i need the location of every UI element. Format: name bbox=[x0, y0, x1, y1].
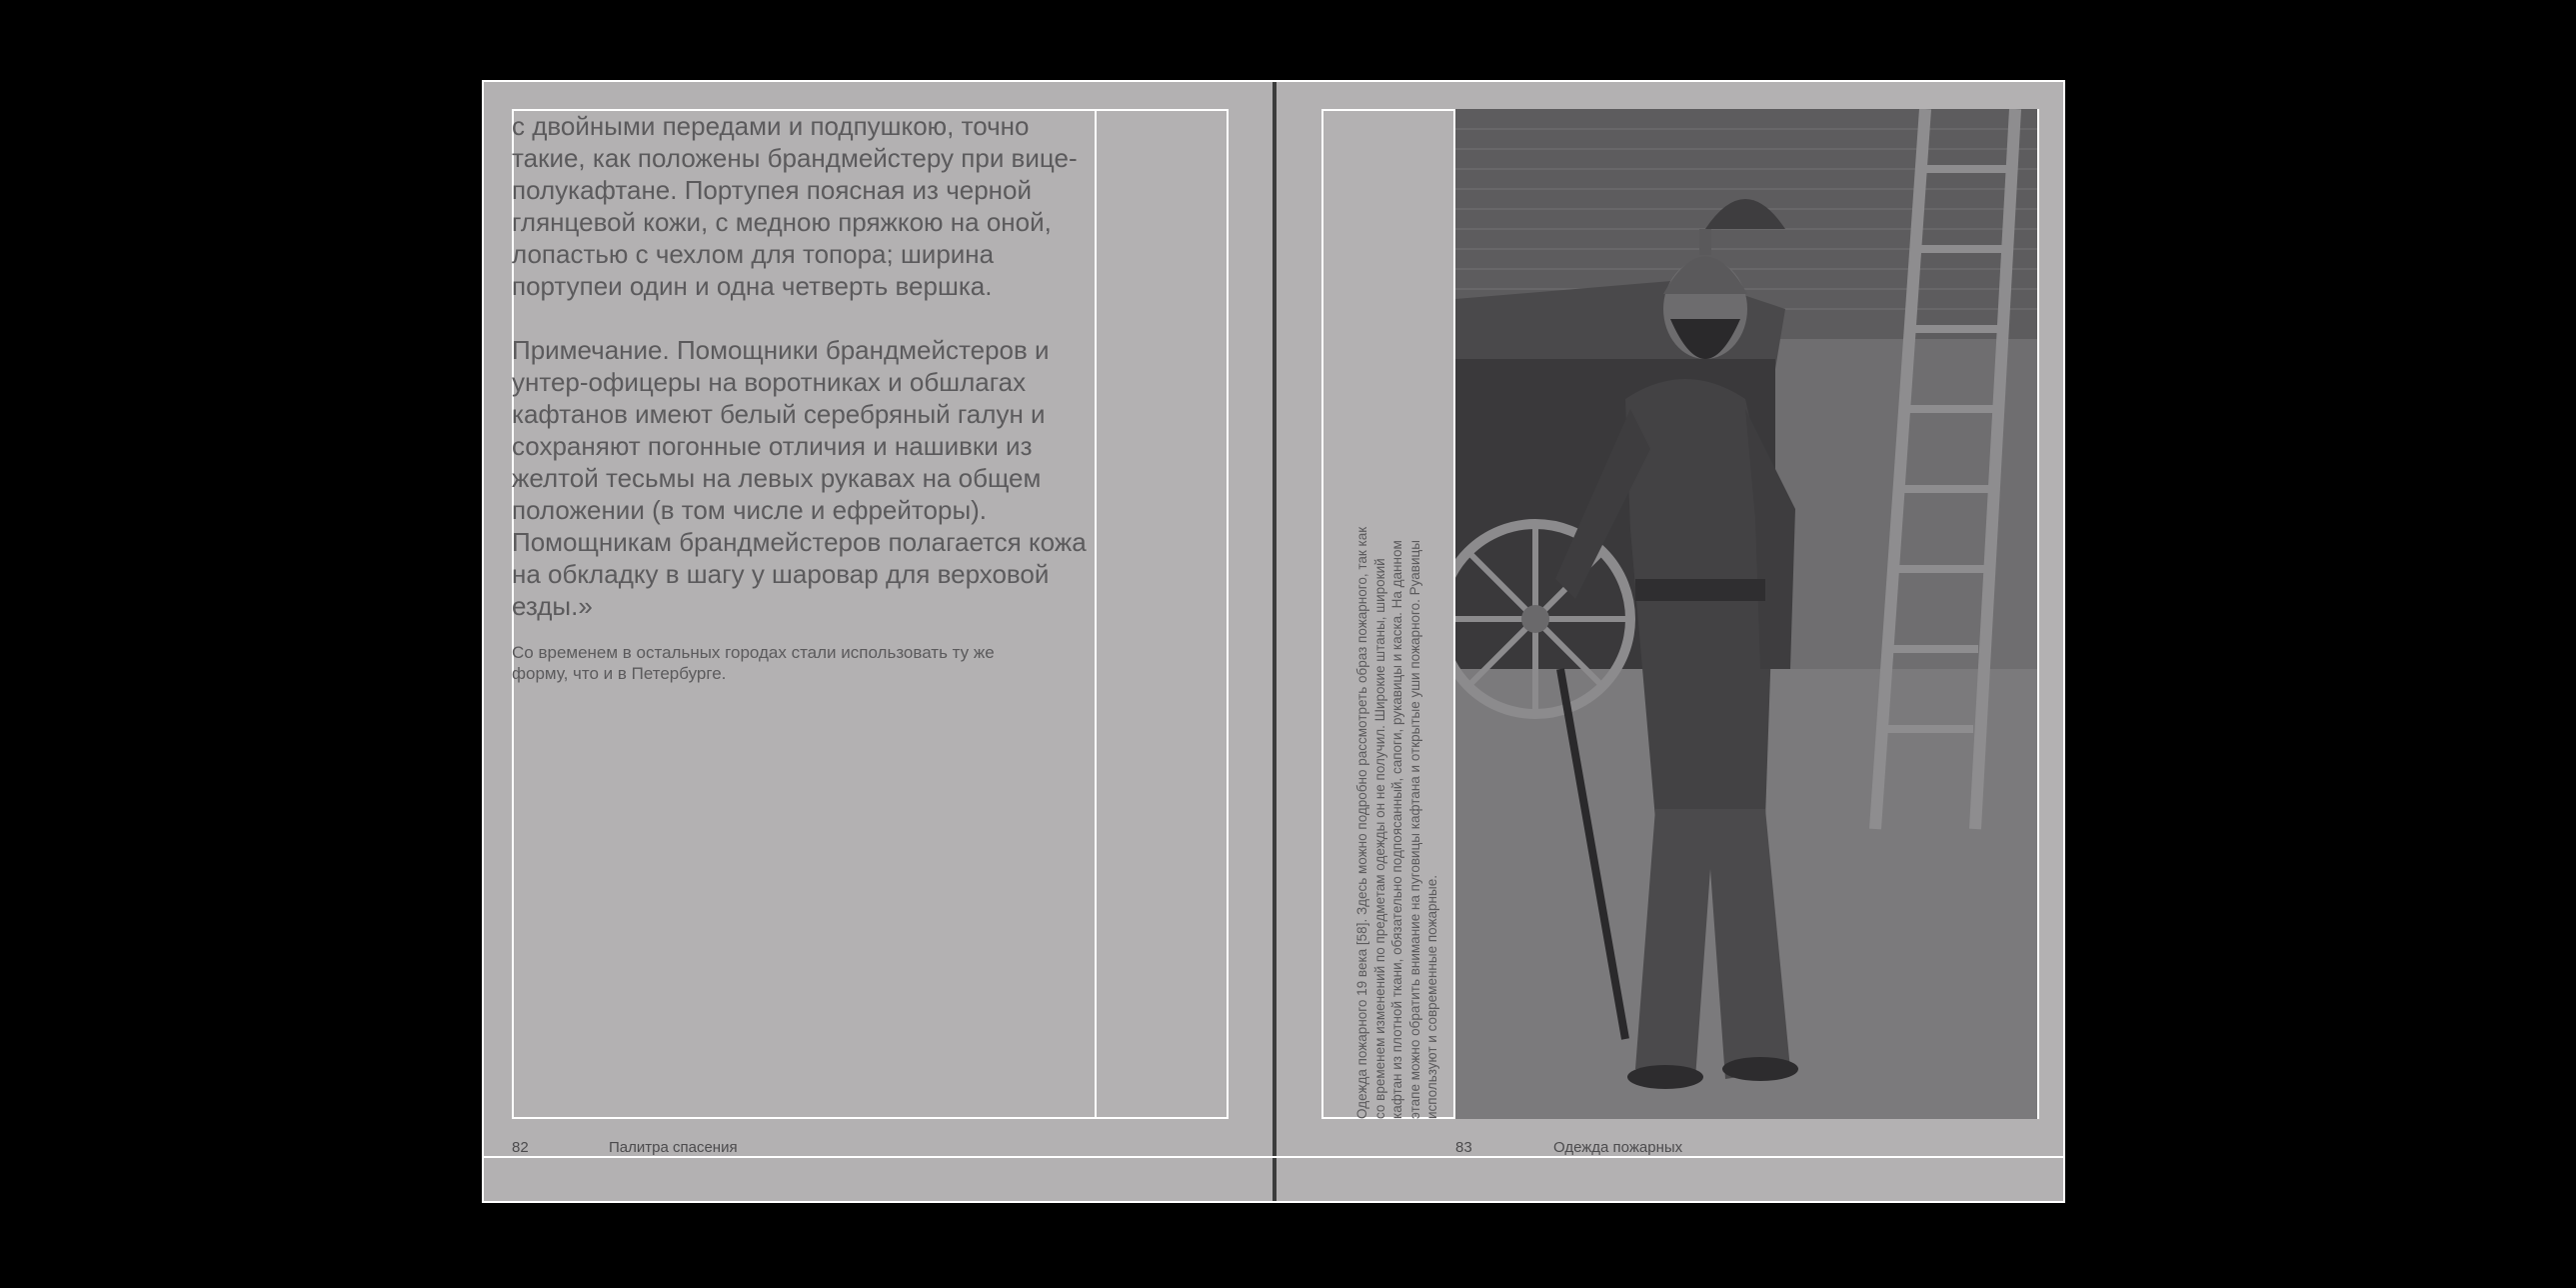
footnote: Со временем в остальных городах стали использовать ту же форму, что и в Петербурге. bbox=[512, 643, 995, 683]
paragraph: с двойными передами и подпушкою, точно такие, как положены брандмейстеру при вице-полукафтане. Портупея поясная из черной глянцевой кожи, с медною пряжкою на оной, лопастью с чехлом для топора; ширина портупеи один и одна четверть вершка. bbox=[512, 111, 1078, 301]
page-number-left: 82 bbox=[512, 1139, 529, 1156]
photo-caption: Одежда пожарного 19 века [58]. Здесь можно подробно рассмотреть образ пожарного, так как со временем изменений по предметам одежды он не получил. Широкие штаны, широкий кафтан из плотной ткани, обязательно подпоясанный, сапоги, рукавицы и каска. На данном этапе можно обратить внимание на пуговицы кафтана и открытые уши пожарного. Руавицы используют и современные пожарные. bbox=[1354, 526, 1439, 1119]
bottom-rule bbox=[484, 1156, 2063, 1158]
left-body-text bbox=[512, 110, 1102, 654]
paragraph: Примечание. Помощники брандмейстеров и унтер-офицеры на воротниках и обшлагах кафтанов имеют белый серебряный галун и сохраняют погонные отличия и нашивки из желтой тесьмы на левых рукавах на общем положении (в том числе и ефрейторы). Помощникам брандмейстеров полагается кожа на обкладку в шагу у шаровар для верховой езды.» bbox=[512, 335, 1087, 621]
running-title-left: Палитра спасения bbox=[609, 1139, 738, 1156]
book-spine bbox=[1273, 82, 1277, 1201]
book-spread bbox=[482, 80, 2065, 1203]
page-number-right: 83 bbox=[1455, 1139, 1472, 1156]
running-title-right: Одежда пожарных bbox=[1553, 1139, 1683, 1156]
photo-firefighter-icon bbox=[1455, 109, 2037, 1119]
